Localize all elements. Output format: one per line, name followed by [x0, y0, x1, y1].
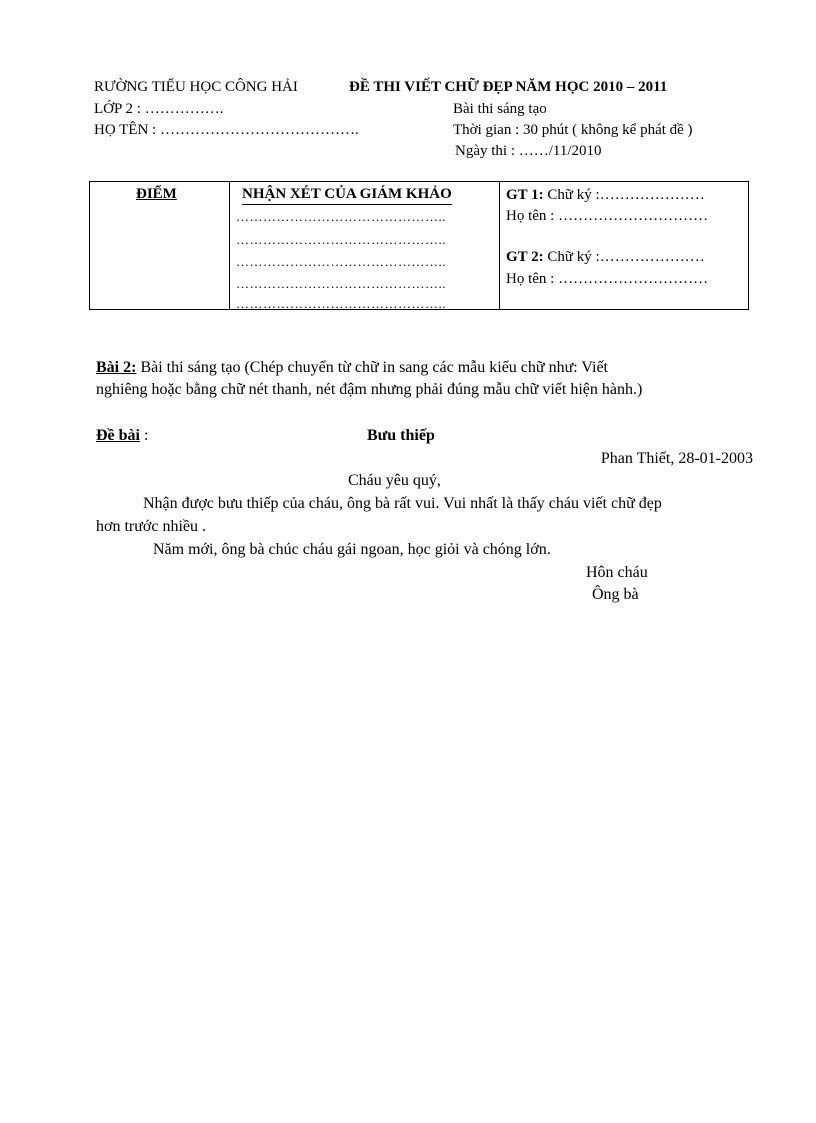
task-label: Bài 2: — [96, 359, 137, 376]
task-line-2: nghiêng hoặc bằng chữ nét thanh, nét đậm nhưng phải đúng mẫu chữ viết hiện hành.) — [96, 381, 643, 398]
remark-line: ……………………………………….. — [236, 296, 446, 311]
gt2-name-line: Họ tên : ………………………… — [506, 271, 709, 287]
gt1-name-line: Họ tên : ………………………… — [506, 208, 709, 224]
prompt-heading — [96, 427, 148, 445]
paragraph-1-line-1: Nhận được bưu thiếp của cháu, ông bà rất vui. Vui nhất là thấy cháu viết chữ đẹp — [143, 495, 662, 512]
score-header: ĐIỂM — [136, 186, 177, 202]
place-date: Phan Thiết, 28-01-2003 — [600, 450, 753, 467]
gt2-label: GT 2: — [506, 249, 544, 265]
date-line: Ngày thi : ……/11/2010 — [455, 143, 602, 159]
remark-line: ……………………………………….. — [236, 254, 446, 269]
exam-type: Bài thi sáng tạo — [453, 101, 547, 117]
paragraph-1-line-2: hơn trước nhiều . — [96, 518, 207, 535]
paragraph-2: Năm mới, ông bà chúc cháu gái ngoan, học giỏi và chóng lớn. — [153, 541, 551, 558]
school-name: RƯỜNG TIỂU HỌC CÔNG HẢI — [94, 79, 298, 95]
gt1-sign-line: Chữ ký :………………… — [547, 187, 705, 203]
table-divider — [499, 182, 500, 309]
task-text: Bài thi sáng tạo (Chép chuyển từ chữ in sang các mẫu kiểu chữ như: Viết — [136, 359, 608, 376]
prompt-title: Bưu thiếp — [367, 427, 435, 444]
greeting: Cháu yêu quý, — [348, 472, 441, 489]
exam-title: ĐỀ THI VIẾT CHỮ ĐẸP NĂM HỌC 2010 – 2011 — [349, 79, 668, 95]
closing-2: Ông bà — [592, 586, 639, 603]
time-line: Thời gian : 30 phút ( không kể phát đề ) — [453, 122, 693, 138]
score-table — [89, 181, 749, 310]
table-divider — [229, 182, 230, 309]
name-line: HỌ TÊN : …………………………………. — [94, 122, 359, 138]
closing-1: Hôn cháu — [586, 564, 648, 581]
task-line-1 — [96, 359, 608, 377]
prompt-colon: : — [140, 427, 149, 444]
gt1-label: GT 1: — [506, 187, 544, 203]
prompt-label: Đề bài — [96, 427, 140, 444]
remark-line: ……………………………………….. — [236, 209, 446, 224]
remarks-header: NHẬN XÉT CỦA GIÁM KHẢO — [242, 186, 452, 205]
gt2-sign-line: Chữ ký :………………… — [547, 249, 705, 265]
remark-line: ……………………………………….. — [236, 276, 446, 291]
class-line: LỚP 2 : ……………. — [94, 101, 224, 117]
remark-line: ……………………………………….. — [236, 232, 446, 247]
gt2-signature — [506, 249, 705, 266]
gt1-signature — [506, 187, 705, 204]
